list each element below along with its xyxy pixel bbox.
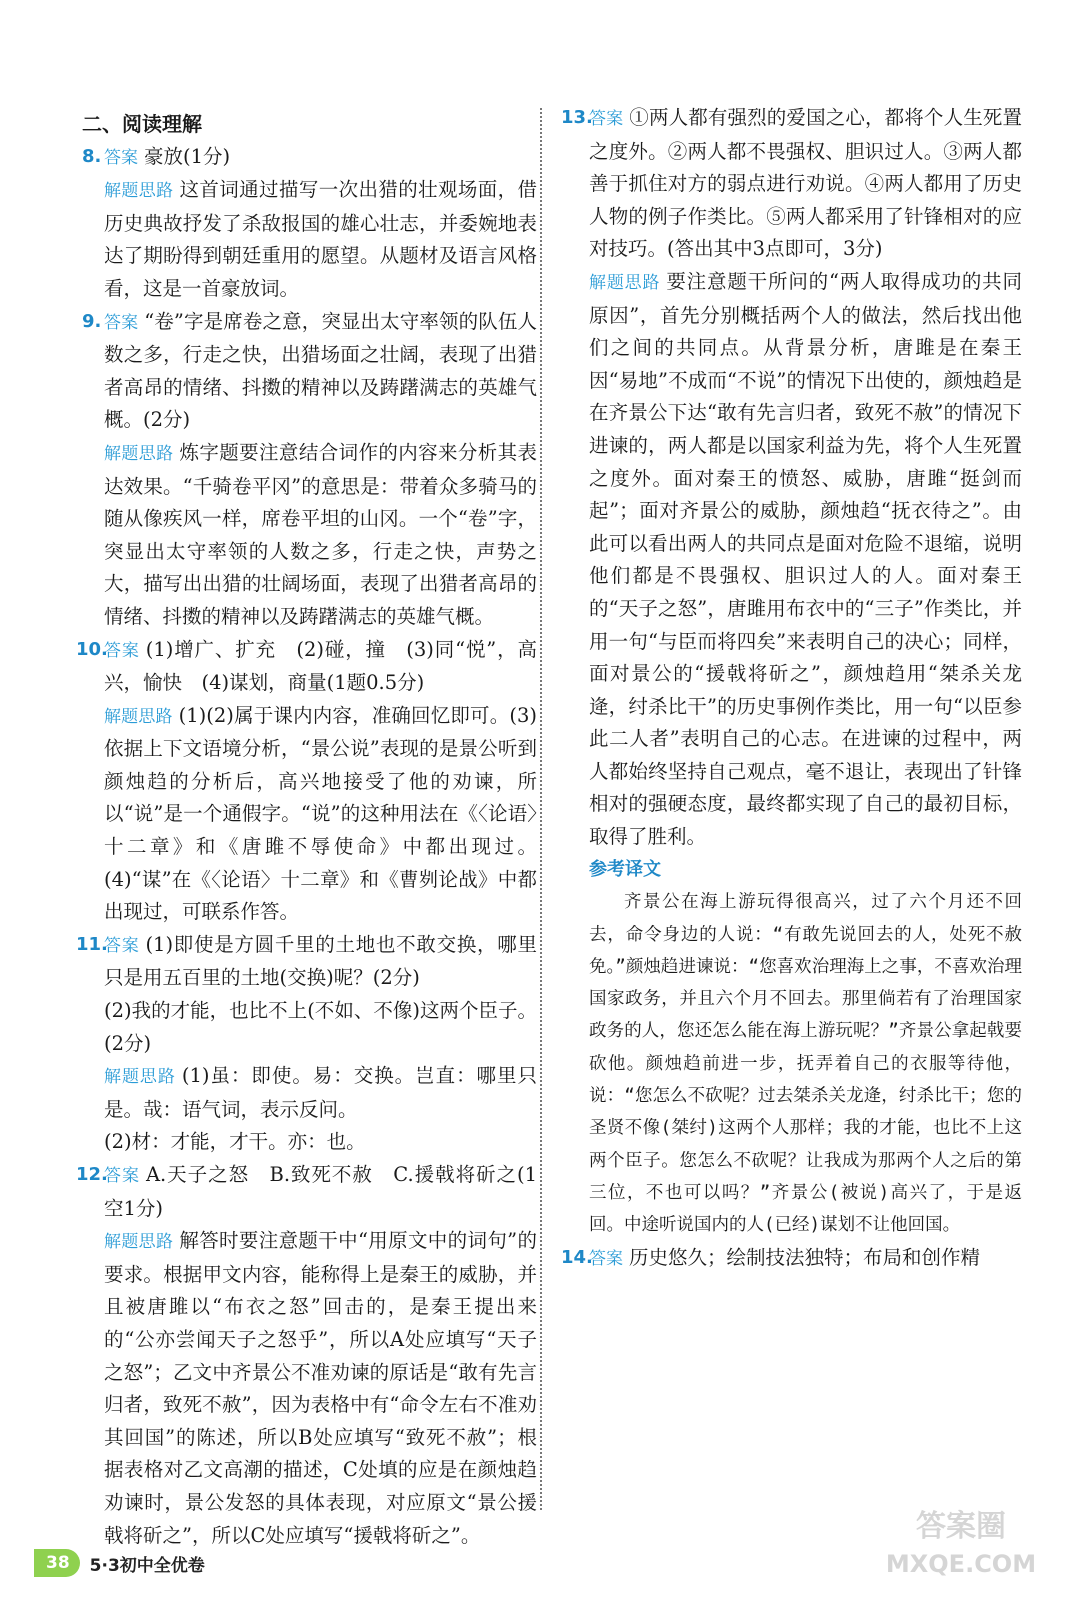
thinking-label: 解题思路 bbox=[589, 272, 661, 293]
answer-text: ①两人都有强烈的爱国之心，都将个人生死置之度外。②两人都不畏强权、胆识过人。③两人都善于抓住对方的弱点进行劝说。④两人都用了历史人物的例子作类比。⑤两人都采用了针锋相对的应对技巧。(答出其中3点即可，3分) bbox=[589, 106, 1022, 261]
answer-label: 答案 bbox=[589, 1248, 623, 1269]
right-column bbox=[561, 102, 1022, 1275]
answer-text: 豪放(1分) bbox=[144, 144, 231, 168]
page-number: 38 bbox=[34, 1549, 80, 1577]
question-12 bbox=[76, 1159, 538, 1552]
question-number: 14. bbox=[561, 1246, 593, 1268]
thinking-label: 解题思路 bbox=[104, 443, 174, 464]
answer-label: 答案 bbox=[589, 109, 624, 129]
question-14 bbox=[561, 1242, 1022, 1276]
watermark-logo bbox=[881, 1496, 1041, 1584]
question-11 bbox=[76, 929, 537, 1159]
answer-label: 答案 bbox=[104, 640, 140, 661]
question-number: 12. bbox=[76, 1164, 108, 1185]
reference-title: 参考译文 bbox=[589, 858, 661, 880]
answer-text: (1)增广、扩充 (2)碰，撞 (3)同“悦”，高兴，愉快 (4)谋划，商量(1题0.5分) bbox=[104, 637, 537, 695]
thinking-label: 解题思路 bbox=[104, 706, 173, 727]
analysis-text-2: (2)材：才能，才干。亦：也。 bbox=[104, 1130, 366, 1154]
analysis-text: (1)虽：即使。易：交换。岂直：哪里只是。哉：语气词，表示反问。 bbox=[104, 1064, 537, 1121]
question-number: 10. bbox=[76, 638, 108, 660]
answer-label: 答案 bbox=[104, 312, 139, 333]
column-divider bbox=[540, 108, 542, 1510]
question-10 bbox=[76, 634, 538, 929]
thinking-label: 解题思路 bbox=[104, 181, 174, 202]
analysis-text: 炼字题要注意结合词作的内容来分析其表达效果。“千骑卷平冈”的意思是：带着众多骑马的随从像疾风一样，席卷平坦的山冈。一个“卷”字，突显出太守率领的人数之多，行走之快，声势之大，描写出出猎的壮阔场面，表现了出猎者高昂的情绪、抖擞的精神以及踌躇满志的英雄气概。 bbox=[104, 440, 537, 628]
question-8 bbox=[82, 141, 537, 306]
answer-label: 答案 bbox=[104, 935, 140, 956]
answer-label: 答案 bbox=[104, 1166, 140, 1186]
answer-text: (1)即使是方圆千里的土地也不敢交换，哪里只是用五百里的土地(交换)呢？(2分) bbox=[104, 932, 537, 990]
section-title: 二、阅读理解 bbox=[82, 112, 202, 136]
answer-text: A.天子之怒 B.致死不赦 C.援戟将斫之(1空1分) bbox=[104, 1163, 538, 1220]
book-brand: 5·3初中全优卷 bbox=[89, 1555, 205, 1576]
analysis-text: (1)(2)属于课内内容，准确回忆即可。(3)依据上下文语境分析，“景公说”表现的是景公听到颜烛趋的分析后，高兴地接受了他的劝谏，所以“说”是一个通假字。“说”的这种用法在《〈论语〉十二章》和《唐雎不辱使命》中都出现过。(4)“谋”在《〈论语〉十二章》和《曹刿论战》中都出现过，可联系作答。 bbox=[104, 703, 538, 924]
analysis-text: 解答时要注意题干中“用原文中的词句”的要求。根据甲文内容，能称得上是秦王的威胁，并且被唐雎以“布衣之怒”回击的，是秦王提出来的“公亦尝闻天子之怒乎”，所以A处应填写“天子之怒”；乙文中齐景公不准劝谏的原话是“敢有先言归者，致死不赦”，因为表格中有“命令左右不准劝其回国”的陈述，所以B处应填写“致死不赦”；根据表格对乙文高潮的描述，C处填的应是在颜烛趋劝谏时，景公发怒的具体表现，对应原文“景公援戟将斫之”，所以C处应填写“援戟将斫之”。 bbox=[104, 1229, 537, 1547]
watermark-url: MXQE.COM bbox=[885, 1550, 1037, 1578]
page-footer bbox=[34, 1546, 205, 1580]
question-9 bbox=[82, 306, 537, 634]
question-number: 13. bbox=[561, 107, 593, 128]
answer-text: “卷”字是席卷之意，突显出太守率领的队伍人数之多，行走之快，出猎场面之壮阔，表现了出猎者高昂的情绪、抖擞的精神以及踌躇满志的英雄气概。(2分) bbox=[104, 309, 537, 432]
question-number: 9. bbox=[82, 310, 102, 332]
analysis-text: 这首词通过描写一次出猎的壮观场面，借历史典故抒发了杀敌报国的雄心壮志，并委婉地表达了期盼得到朝廷重用的愿望。从题材及语言风格看，这是一首豪放词。 bbox=[104, 178, 537, 300]
analysis-text: 要注意题干所问的“两人取得成功的共同原因”，首先分别概括两个人的做法，然后找出他们之间的共同点。从背景分析，唐雎是在秦王因“易地”不成而“不说”的情况下出使的，颜烛趋是在齐景公下达“敢有先言归者，致死不赦”的情况下进谏的，两人都是以国家利益为先，将个人生死置之度外。面对秦王的愤怒、威胁，唐雎“挺剑而起”；面对齐景公的威胁，颜烛趋“抚衣待之”。由此可以看出两人的共同点是面对危险不退缩，说明他们都是不畏强权、胆识过人的人。面对秦王的“天子之怒”，唐雎用布衣中的“三子”作类比，并用一句“与臣而将四矣”来表明自己的决心；同样，面对景公的“援戟将斫之”，颜烛趋用“桀杀关龙逄，纣杀比干”的历史事例作类比，用一句“以臣参此二人者”表明自己的心志。在进谏的过程中，两人都始终坚持自己观点，毫不退让，表现出了针锋相对的强硬态度，最终都实现了自己的最初目标，取得了胜利。 bbox=[589, 269, 1022, 849]
question-number: 8. bbox=[82, 145, 102, 167]
reference-translation: 齐景公在海上游玩得很高兴，过了六个月还不回去，命令身边的人说：“有敢先说回去的人，处死不赦免。”颜烛趋进谏说：“您喜欢治理海上之事，不喜欢治理国家政务，并且六个月不回去。那里倘若有了治理国家政务的人，您还怎么能在海上游玩呢？”齐景公拿起戟要砍他。颜烛趋前进一步，抚弄着自己的衣服等待他，说：“您怎么不砍呢？过去桀杀关龙逄，纣杀比干；您的圣贤不像(桀纣)这两个人那样；我的才能，也比不上这两个臣子。您怎么不砍呢？让我成为那两个人之后的第三位，不也可以吗？”齐景公(被说)高兴了，于是返回。中途听说国内的人(已经)谋划不让他回国。 bbox=[589, 892, 1022, 1236]
watermark-text: 答案圈 bbox=[916, 1509, 1006, 1544]
question-13 bbox=[561, 102, 1022, 854]
thinking-label: 解题思路 bbox=[104, 1067, 176, 1088]
answer-text-2: (2)我的才能，也比不上(不如、不像)这两个臣子。(2分) bbox=[104, 999, 537, 1055]
left-column bbox=[76, 102, 538, 1552]
question-number: 11. bbox=[76, 933, 108, 955]
thinking-label: 解题思路 bbox=[104, 1232, 174, 1253]
answer-text: 历史悠久；绘制技法独特；布局和创作精 bbox=[629, 1245, 981, 1269]
answer-label: 答案 bbox=[104, 147, 138, 168]
